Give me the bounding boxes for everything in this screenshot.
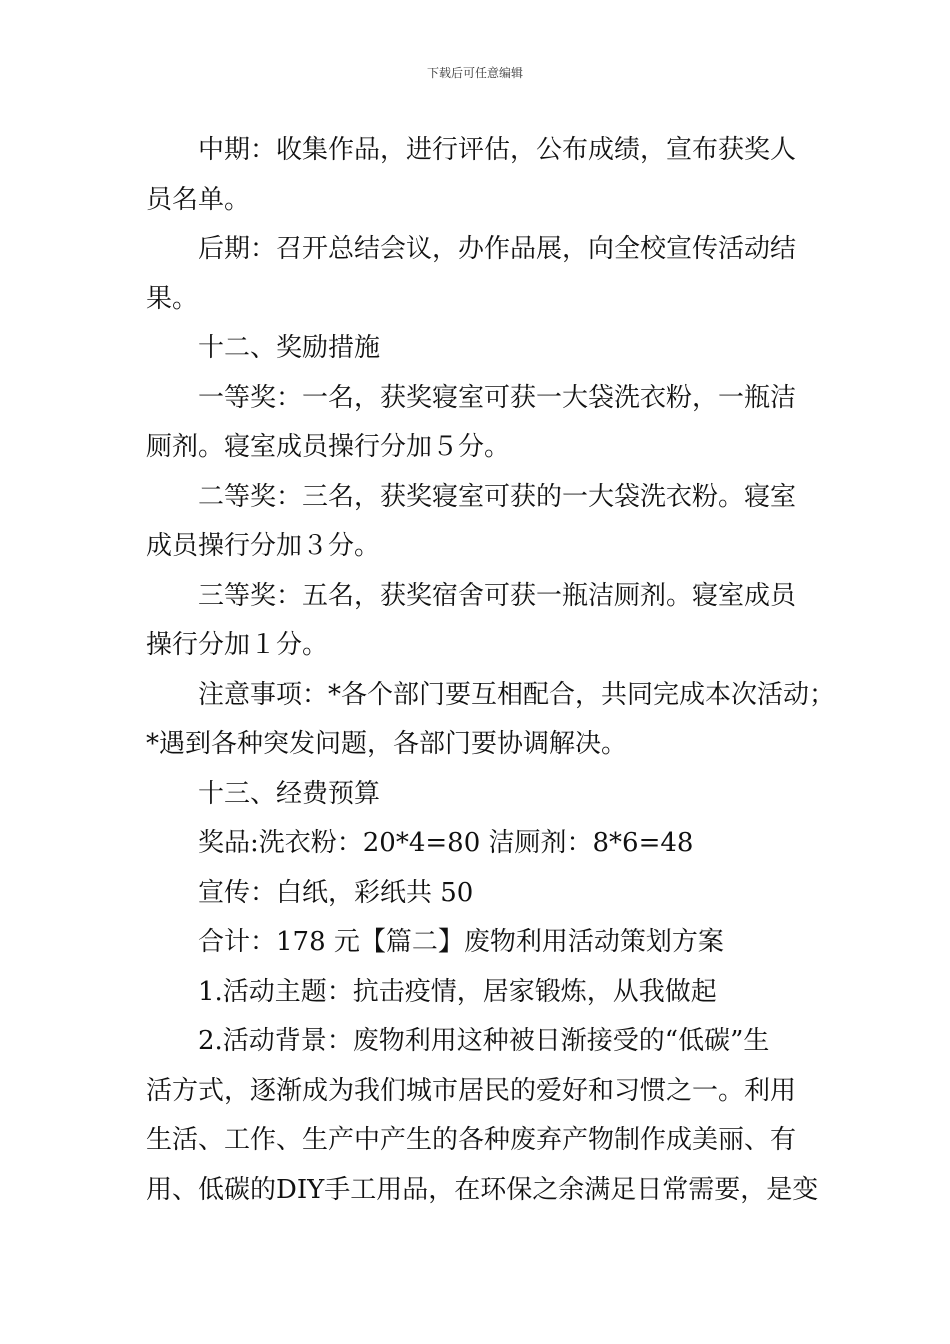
text-line: 奖品:洗衣粉：20*4=80 洁厕剂：8*6=48	[198, 828, 694, 858]
paragraph	[146, 1017, 819, 1215]
text-line: 中期：收集作品，进行评估，公布成绩，宣布获奖人	[198, 135, 797, 165]
text-line: 1.活动主题：抗击疫情，居家锻炼，从我做起	[198, 976, 717, 1007]
paragraph	[146, 869, 811, 919]
text-line: 活方式，逐渐成为我们城市居民的爱好和习惯之一。利用	[146, 1075, 797, 1106]
text-line: 用、低碳的DIY手工用品，在环保之余满足日常需要，是变	[146, 1174, 819, 1205]
paragraph	[146, 473, 811, 572]
text-line: 操行分加１分。	[146, 630, 329, 660]
document-body	[146, 126, 836, 1215]
text-line: 果。	[146, 283, 199, 314]
text-line: 员名单。	[146, 184, 251, 215]
page-header-note: 下载后可任意编辑	[426, 66, 523, 80]
paragraph	[146, 671, 836, 770]
text-line: 生活、工作、生产中产生的各种废弃产物制作成美丽、有	[146, 1125, 797, 1155]
text-line: 注意事项：*各个部门要互相配合，共同完成本次活动；	[198, 679, 836, 710]
text-line: 十二、奖励措施	[198, 333, 381, 363]
text-line: 十三、经费预算	[198, 778, 381, 809]
text-line: 一等奖：一名，获奖寝室可获一大袋洗衣粉，一瓶洁	[198, 382, 797, 413]
text-line: *遇到各种突发问题，各部门要协调解决。	[146, 729, 628, 759]
paragraph	[146, 572, 811, 671]
text-line: 三等奖：五名，获奖宿舍可获一瓶洁厕剂。寝室成员	[198, 580, 797, 611]
text-line: 合计：178 元【篇二】废物利用活动策划方案	[198, 927, 724, 957]
paragraph	[146, 374, 811, 473]
text-line: 宣传：白纸，彩纸共 50	[198, 877, 474, 908]
text-line: 二等奖：三名，获奖寝室可获的一大袋洗衣粉。寝室	[198, 481, 797, 512]
paragraph	[146, 918, 811, 968]
paragraph	[146, 126, 811, 225]
text-line: 厕剂。寝室成员操行分加５分。	[146, 432, 511, 462]
paragraph	[146, 770, 811, 820]
paragraph	[146, 225, 811, 324]
paragraph	[146, 819, 811, 869]
text-line: 成员操行分加３分。	[146, 531, 381, 561]
text-line: 后期：召开总结会议，办作品展，向全校宣传活动结	[198, 234, 797, 264]
paragraph	[146, 968, 811, 1018]
text-line: 2.活动背景：废物利用这种被日渐接受的“低碳”生	[198, 1026, 770, 1056]
paragraph	[146, 324, 811, 374]
